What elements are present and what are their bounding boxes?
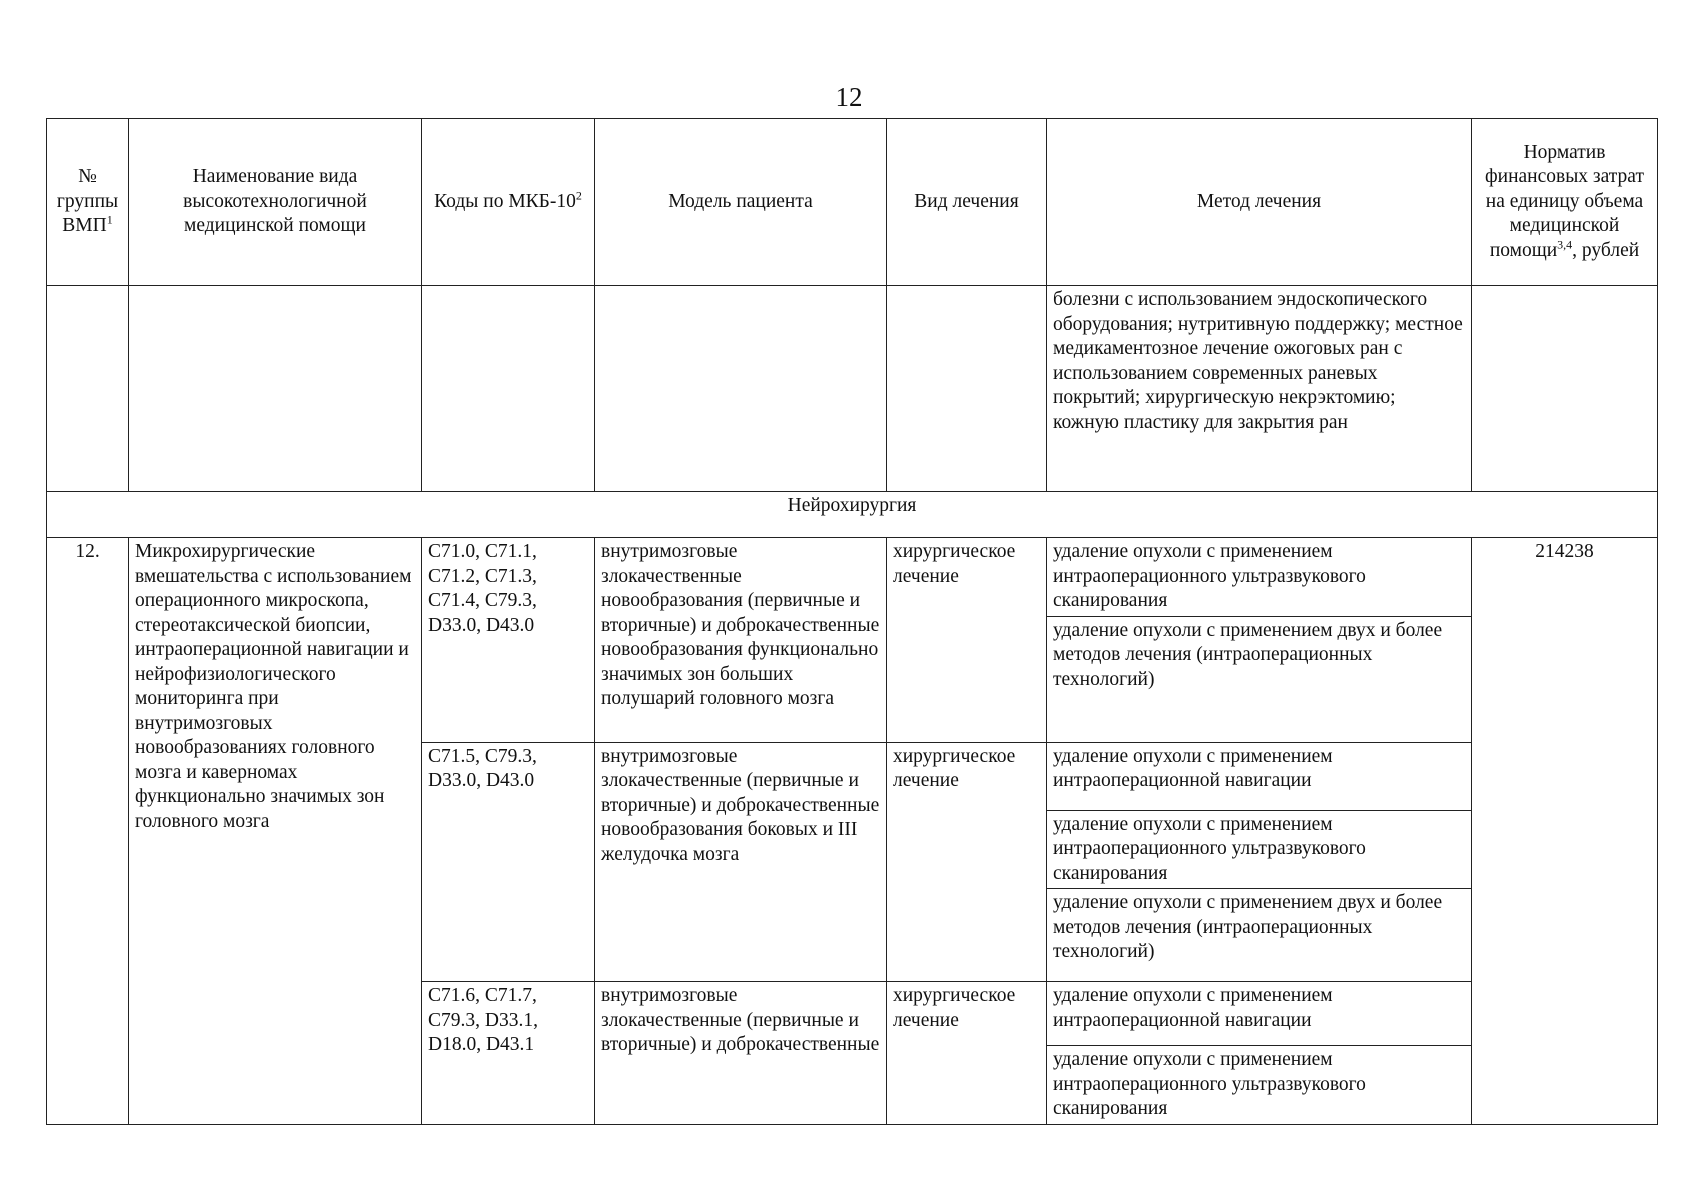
section-row — [47, 492, 1658, 538]
method-cell: удаление опухоли с применением двух и более методов лечения (интраоперационных технологий) — [1047, 616, 1472, 742]
group-number: 12. — [47, 538, 129, 1125]
header-codes: Коды по МКБ-$10^2$ — [422, 119, 595, 286]
header-name: Наименование вида высокотехнологичной медицинской помощи — [129, 119, 422, 286]
codes-cell: C71.6, C71.7, C79.3, D33.1, D18.0, D43.1 — [422, 982, 595, 1125]
section-title: Нейрохирургия — [47, 492, 1658, 538]
table-header-row — [47, 119, 1658, 286]
table-row — [47, 538, 1658, 617]
treatment-type-cell: хирургическое лечение — [887, 742, 1047, 982]
header-patient-model: Модель пациента — [595, 119, 887, 286]
patient-model-cell: внутримозговые злокачественные (первичные и вторичные) и доброкачественные — [595, 982, 887, 1125]
method-cell: удаление опухоли с применением двух и более методов лечения (интраоперационных технологий) — [1047, 889, 1472, 982]
method-cell: удаление опухоли с применением интраоперационной навигации — [1047, 742, 1472, 810]
header-method: Метод лечения — [1047, 119, 1472, 286]
codes-cell: C71.0, C71.1, C71.2, C71.3, C71.4, C79.3, D33.0, D43.0 — [422, 538, 595, 743]
method-cell: удаление опухоли с применением интраоперационного ультразвукового сканирования — [1047, 810, 1472, 889]
header-group-no: № группы ВМП$^1$ — [47, 119, 129, 286]
vmp-table — [46, 118, 1658, 1125]
treatment-type-cell: хирургическое лечение — [887, 538, 1047, 743]
method-cell: удаление опухоли с применением интраоперационного ультразвукового сканирования — [1047, 538, 1472, 617]
header-treatment-type: Вид лечения — [887, 119, 1047, 286]
treatment-type-cell: хирургическое лечение — [887, 982, 1047, 1125]
cost-value: 214238 — [1472, 538, 1658, 1125]
continuation-row — [47, 286, 1658, 492]
method-cell: удаление опухоли с применением интраоперационного ультразвукового сканирования — [1047, 1046, 1472, 1125]
group-name: Микрохирургические вмешательства с использованием операционного микроскопа, стереотаксической биопсии, интраоперационной навигации и нейрофизиологического мониторинга при внутримозговых новообразованиях головного мозга и каверномах функционально значимых зон головного мозга — [129, 538, 422, 1125]
header-cost: Норматив финансовых затрат на единицу объема медицинской помощи$^{3,4}$, рублей — [1472, 119, 1658, 286]
patient-model-cell: внутримозговые злокачественные новообразования (первичные и вторичные) и доброкачественные новообразования функционально значимых зон больших полушарий головного мозга — [595, 538, 887, 743]
patient-model-cell: внутримозговые злокачественные (первичные и вторичные) и доброкачественные новообразования боковых и III желудочка мозга — [595, 742, 887, 982]
codes-cell: C71.5, C79.3, D33.0, D43.0 — [422, 742, 595, 982]
method-cell: удаление опухоли с применением интраоперационной навигации — [1047, 982, 1472, 1046]
continuation-method: болезни с использованием эндоскопического оборудования; нутритивную поддержку; местное медикаментозное лечение ожоговых ран с использованием современных раневых покрытий; хирургическую некрэктомию; кожную пластику для закрытия ран — [1047, 286, 1472, 492]
page-number: 12 — [835, 82, 863, 112]
